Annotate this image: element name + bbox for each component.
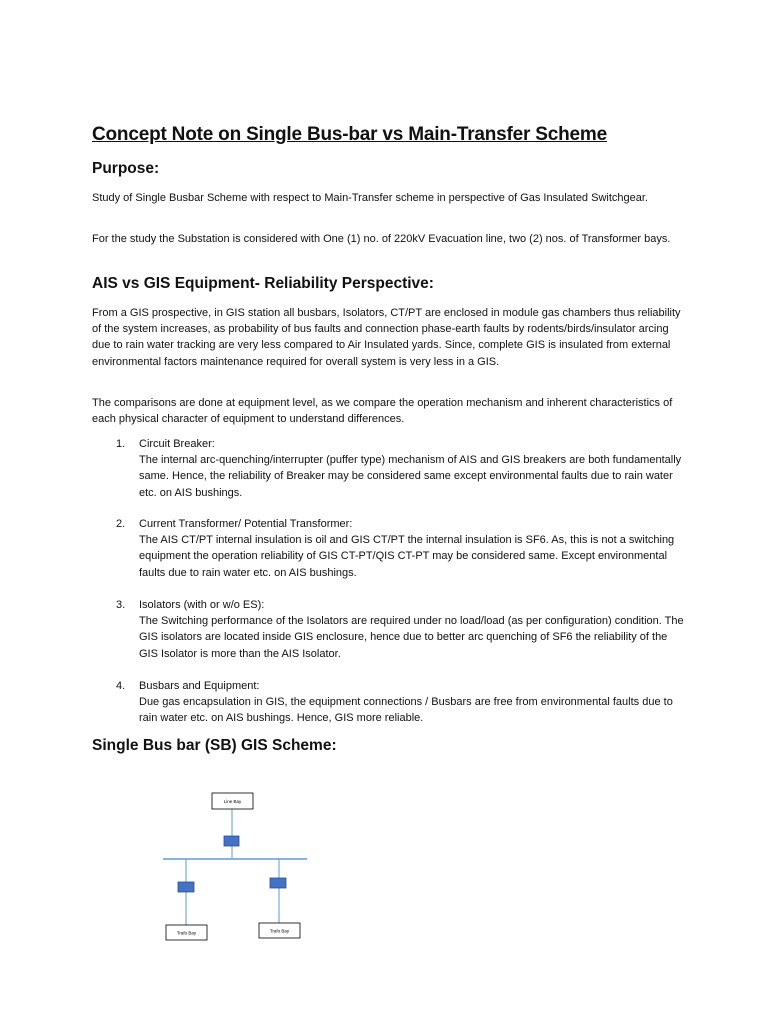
list-item-text: The AIS CT/PT internal insulation is oil and GIS CT/PT the internal insulation is SF6. As, this is not a switching equipment the operation reliability of GIS CT-PT/QIS CT-PT may be considered same. Except environmental faults due to rain water etc. on AIS bushings. — [139, 534, 675, 579]
trafo-bay-1-breaker — [178, 882, 194, 892]
list-item-number: 4. — [116, 680, 126, 692]
list-item-number: 2. — [116, 518, 126, 530]
reliability-text-2: The comparisons are done at equipment level, as we compare the operation mechanism and inherent characteristics of each physical character of equipment to understand differences. — [92, 397, 673, 426]
purpose-heading: Purpose: — [92, 160, 160, 177]
list-item-title: Circuit Breaker: — [139, 438, 215, 450]
list-item-number: 1. — [116, 438, 126, 450]
list-item-title: Busbars and Equipment: — [139, 680, 260, 692]
purpose-text-2: For the study the Substation is considered with One (1) no. of 220kV Evacuation line, two (2) nos. of Transformer bays. — [92, 233, 671, 245]
reliability-text-1: From a GIS prospective, in GIS station all busbars, Isolators, CT/PT are enclosed in module gas chambers thus reliability of the system increases, as probability of bus faults and connection phase-earth faults by rodents/birds/insulator arcing due to rain water tracking are very less compared to Air Insulated yards. Since, complete GIS is insulated from external environmental factors maintenance required for overall system is very less in a GIS. — [92, 307, 681, 368]
reliability-heading: AIS vs GIS Equipment- Reliability Perspective: — [92, 275, 434, 292]
sb-scheme-heading: Single Bus bar (SB) GIS Scheme: — [92, 737, 337, 754]
list-item-title: Isolators (with or w/o ES): — [139, 599, 265, 611]
trafo-bay-2-breaker — [270, 878, 286, 888]
purpose-text-1: Study of Single Busbar Scheme with respect to Main-Transfer scheme in perspective of Gas Insulated Switchgear. — [92, 192, 648, 204]
list-item-number: 3. — [116, 599, 126, 611]
document-title: Concept Note on Single Bus-bar vs Main-Transfer Scheme — [92, 124, 607, 145]
trafo-bay-1-label: Trafo Bay — [176, 930, 197, 936]
list-item-title: Current Transformer/ Potential Transformer: — [139, 518, 353, 530]
list-item-text: The internal arc-quenching/interrupter (puffer type) mechanism of AIS and GIS breakers are both fundamentally same. Hence, the reliability of Breaker may be considered same except environmental faults due to rain water etc. on AIS bushings. — [139, 454, 682, 499]
list-item-text: The Switching performance of the Isolators are required under no load/load (as per configuration) condition. The GIS isolators are located inside GIS enclosure, hence due to better arc quenching of SF6 the reliability of the GIS Isolator is more than the AIS Isolator. — [139, 615, 684, 660]
trafo-bay-2-label: Trafo Bay — [269, 928, 290, 934]
list-item-text: Due gas encapsulation in GIS, the equipment connections / Busbars are free from environmental faults due to rain water etc. on AIS bushings. Hence, GIS more reliable. — [139, 696, 673, 725]
line-bay-label: Line Bay — [223, 799, 242, 804]
line-bay-breaker — [224, 836, 239, 846]
